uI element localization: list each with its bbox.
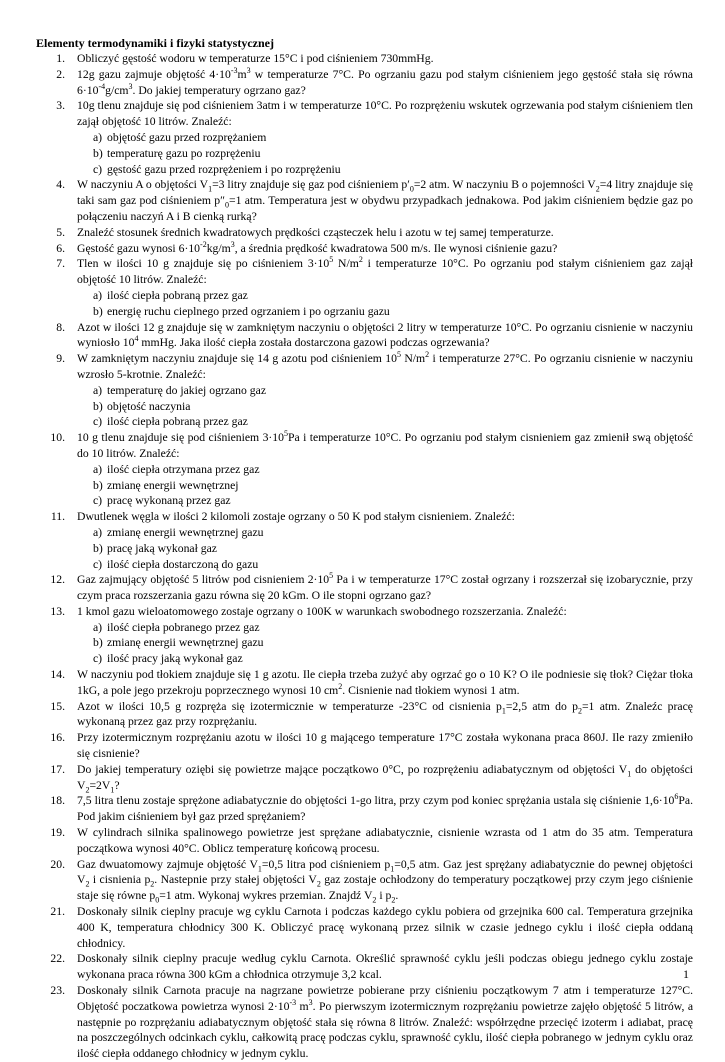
subproblem-text: ilość ciepła pobraną przez gaz (107, 415, 248, 429)
subproblem-item (37, 651, 693, 667)
problem-number: 9. (56, 352, 65, 366)
problem-text: Tlen w ilości 10 g znajduje się po ciśnieniem $3\cdot 10^5$ $N/m^2$ i temperaturze 10°C. Po ogrzaniu pod stałym ciśnieniem gaz zajął objętość 10 litrów. Znaleźć: (77, 255, 694, 287)
problem-number: 4. (56, 178, 65, 192)
problem-item (37, 983, 693, 1062)
subproblem-text: temperaturę do jakiej ogrzano gaz (107, 383, 267, 397)
document-title: Elementy termodynamiki i fizyki statystycznej (36, 36, 274, 50)
subproblem-item (37, 620, 693, 636)
subproblem-item (37, 525, 693, 541)
subproblem-text: energię ruchu cieplnego przed ogrzaniem i po ogrzaniu gazu (107, 304, 390, 318)
problem-text: Azot w ilości 10,5 g rozpręża się izotermicznie w temperaturze -23°C od cisnienia $p_1=2,5$ atm do $p_2=1$ atm. Znaleźc pracę wykonaną przez gaz przy rozprężaniu. (77, 699, 693, 729)
subproblem-text: zmianę energii wewnętrznej (107, 478, 239, 492)
subproblem-letter: b) (93, 399, 103, 413)
subproblem-text: temperaturę gazu po rozprężeniu (107, 146, 261, 160)
subproblem-letter: a) (93, 525, 103, 539)
subproblem-letter: b) (93, 304, 103, 318)
subproblem-text: ilość ciepła pobranego przez gaz (107, 620, 260, 634)
problem-number: 5. (56, 225, 65, 239)
subproblem-letter: c) (93, 557, 103, 571)
problem-number: 1. (56, 52, 65, 65)
subproblem-item (37, 399, 693, 415)
subproblem-item (37, 493, 693, 509)
problem-number: 2. (56, 67, 65, 81)
subproblem-letter: c) (93, 162, 103, 176)
problem-text: Gaz zajmujący objętość 5 litrów pod cisnieniem $2\cdot 10^5$ Pa i w temperaturze 17°C został ogrzany i rozszerzał się izobarycznie, przy czym praca rozszerzania gazu równa się 20 kGm. O ile stopni ogrzano gaz? (77, 571, 693, 603)
subproblem-text: ilość pracy jaką wykonał gaz (107, 652, 243, 666)
problem-text: Do jakiej temperatury oziębi się powietrze mające początkowo 0°C, po rozprężeniu adiabatycznym od objętości $V_1$ do objętości $V_2=2V_1$? (77, 762, 693, 794)
subproblem-item (37, 462, 693, 478)
problem-number: 3. (56, 99, 65, 113)
problem-item (37, 951, 693, 983)
problem-item (37, 98, 693, 130)
subproblem-item (37, 162, 693, 178)
page-number: 1 (683, 967, 689, 981)
subproblem-letter: a) (93, 620, 103, 634)
problem-item (37, 67, 693, 99)
problem-item (37, 256, 693, 288)
problem-item (37, 730, 693, 762)
problem-item (37, 604, 693, 620)
problem-text: 1 kmol gazu wieloatomowego zostaje ogrzany o 100K w warunkach swobodnego rozszerzania. Znaleźć: (77, 604, 567, 618)
problem-number: 10. (50, 431, 65, 445)
problem-number: 14. (50, 668, 65, 682)
problem-text: Znaleźć stosunek średnich kwadratowych prędkości cząsteczek helu i azotu w tej samej temperaturze. (77, 225, 554, 239)
problem-item (37, 762, 693, 794)
subproblem-letter: c) (93, 415, 103, 429)
subproblem-item (37, 146, 693, 162)
problem-list (37, 51, 693, 1062)
problem-text: W naczyniu pod tłokiem znajduje się 1 g azotu. Ile ciepła trzeba zużyć aby ogrzać go o 10 K? O ile podniesie się tłok? Ciężar tłoka 1kG, a pole jego przekroju poprzecznego wynosi 10 $cm^2$. Cisnienie nad tłokiem wynosi 1 atm. (77, 668, 693, 697)
problem-text: Gaz dwuatomowy zajmuje objętość $V_1=0,5$ litra pod ciśnieniem $p_1=0,5$ atm. Gaz jest sprężany adiabatycznie do pewnej objętości $V_2$ i cisnienia $p_2$. Nastepnie przy stałej objętości $V_2$ gaz zostaje ochłodzony do temperatury początkowej przy czym jego ciśnienie staje się równe $p_0=1$ atm. Wykonaj wykres przemian. Znajdź $V_2$ i $p_2$. (77, 857, 693, 905)
problem-item (37, 572, 693, 604)
subproblem-letter: c) (93, 494, 103, 508)
subproblem-item (37, 304, 693, 320)
problem-item (37, 667, 693, 699)
subproblem-letter: b) (93, 146, 103, 160)
problem-number: 21. (50, 905, 65, 919)
problem-item (37, 177, 693, 224)
subproblem-letter: c) (93, 652, 103, 666)
problem-text: Doskonały silnik cieplny pracuje wg cyklu Carnota i podczas każdego cyklu pobiera od grzejnika 600 cal. Temperatura grzejnika 400 K, temperatura chłodnicy 300 K. Obliczyć pracę wykonaną przez silnik w czasie jednego cyklu i ilość ciepła oddaną chłodnicy. (77, 905, 693, 950)
problem-text: W cylindrach silnika spalinowego powietrze jest sprężane adiabatycznie, cisnienie wzrasta od 1 atm do 35 atm. Temperatura początkowa wynosi 40°C. Oblicz temperaturę końcową procesu. (77, 826, 693, 855)
subproblem-text: ilość ciepła dostarczoną do gazu (107, 557, 259, 571)
problem-item (37, 825, 693, 857)
subproblem-item (37, 130, 693, 146)
subproblem-text: zmianę energii wewnętrznej gazu (107, 525, 264, 539)
subproblem-item (37, 557, 693, 573)
subproblem-text: zmianę energii wewnętrznej gazu (107, 636, 264, 650)
problem-number: 19. (50, 826, 65, 840)
problem-number: 17. (50, 762, 65, 776)
subproblem-text: ilość ciepła otrzymana przez gaz (107, 462, 260, 476)
subproblem-item (37, 383, 693, 399)
problem-item (37, 51, 693, 67)
problem-number: 11. (50, 510, 65, 524)
problem-number: 12. (50, 573, 65, 587)
problem-number: 13. (50, 604, 65, 618)
subproblem-letter: a) (93, 383, 103, 397)
problem-item (37, 320, 693, 352)
subproblem-text: pracę wykonaną przez gaz (107, 494, 231, 508)
subproblem-item (37, 541, 693, 557)
subproblem-text: objętość gazu przed rozprężaniem (107, 130, 267, 144)
subproblem-letter: b) (93, 636, 103, 650)
problem-number: 6. (56, 241, 65, 255)
subproblem-letter: b) (93, 541, 103, 555)
problem-text: Dwutlenek węgla w ilości 2 kilomoli zostaje ogrzany o 50 K pod stałym cisnieniem. Znaleźć: (77, 510, 515, 524)
problem-text: W naczyniu A o objętości $V_1=3$ litry znajduje się gaz pod ciśnieniem $p'_0=2$ atm. W naczyniu B o pojemności $V_2=4$ litry znajduje się taki sam gaz pod ciśnieniem $p''_0=1$ atm. Temperatura jest w obydwu przypadkach jednakowa. Pod jakim ciśnieniem będzie gaz po połączeniu naczyń A i B cienką rurką? (77, 178, 693, 223)
subproblem-letter: a) (93, 130, 103, 144)
problem-number: 20. (50, 857, 65, 871)
problem-text: 7,5 litra tlenu zostaje sprężone adiabatycznie do objętości 1-go litra, przy czym pod koniec sprężania ustala się ciśnienie $1,6\cdot 10^6Pa$. Pod jakim ciśnieniem był gaz przed sprężaniem? (77, 792, 693, 824)
subproblem-letter: a) (93, 288, 103, 302)
problem-text: Azot w ilości 12 g znajduje się w zamkniętym naczyniu o objętości 2 litry w temperaturze 10°C. Po ogrzaniu cisnienie w naczyniu wyniosło $10^4$ mmHg. Jaka ilość ciepła została dostarczona gazowi podczas ogrzewania? (77, 320, 693, 350)
subproblem-text: pracę jaką wykonał gaz (107, 541, 217, 555)
subproblem-text: objętość naczynia (107, 399, 191, 413)
problem-text: 10 g tlenu znajduje się pod ciśnieniem $3\cdot 10^5Pa$ i temperaturze 10°C. Po ogrzaniu pod stałym cisnieniem gaz zmienił swą objętość do 10 litrów. Znaleźć: (77, 429, 693, 460)
subproblem-item (37, 478, 693, 494)
problem-text: Doskonały silnik Carnota pracuje na nagrzane powietrze pobierane przy ciśnieniu początkowym 7 atm i temperaturze 127°C. Objętość poczatkowa powietrza wynosi $2\cdot 10^{-3}$ $m^3$. Po pierwszym izotermicznym rozprężaniu powietrze zajęło objętość 5 litrów, a następnie po rozprężaniu adiabatycznym objętość stała się równa 8 litrów. Znaleźć: współrzędne przecięć izoterm i adiabat, pracę na poszczególnych odcinkach cyklu, całkowitą pracę podczas cyklu, sprawność cyklu, ilość ciepła pobranego w jednym cyklu oraz ilość ciepła oddanego chłodnicy w jednym cyklu. (77, 984, 694, 1061)
problem-item (37, 509, 693, 525)
problem-item (37, 430, 693, 462)
problem-text: W zamkniętym naczyniu znajduje się 14 g azotu pod ciśnieniem $10^5$ $N/m^2$ i temperaturze 27°C. Po ogrzaniu cisnienie w naczyniu wzrosło 5-krotnie. Znaleźć: (77, 350, 693, 381)
problem-item (37, 241, 693, 257)
problem-item (37, 857, 693, 904)
problem-item (37, 904, 693, 951)
problem-number: 15. (50, 699, 65, 713)
problem-number: 8. (56, 320, 65, 334)
problem-number: 7. (56, 257, 65, 271)
subproblem-item (37, 288, 693, 304)
problem-item (37, 351, 693, 383)
subproblem-item (37, 414, 693, 430)
subproblem-text: gęstość gazu przed rozprężeniem i po rozprężeniu (107, 162, 341, 176)
subproblem-letter: b) (93, 478, 103, 492)
problem-item (37, 699, 693, 731)
problem-text: 12g gazu zajmuje objętość $4\cdot 10^{-3}m^3$ w temperaturze 7°C. Po ogrzaniu gazu pod stałym ciśnieniem jego gęstość stała się równa $6\cdot 10^{-4}g/cm^3$. Do jakiej temperatury ogrzano gaz? (77, 65, 693, 97)
subproblem-text: ilość ciepła pobraną przez gaz (107, 288, 248, 302)
subproblem-item (37, 635, 693, 651)
problem-text: Przy izotermicznym rozprężaniu azotu w ilości 10 g mającego temperature 17°C została wykonana praca 860J. Ile razy zmieniło się cisnienie? (77, 731, 693, 761)
problem-number: 22. (50, 952, 65, 966)
problem-number: 23. (50, 984, 65, 998)
problem-item (37, 793, 693, 825)
problem-item (37, 225, 693, 241)
problem-text: Gęstość gazu wynosi $6\cdot 10^{-2}kg/m^3$, a średnia prędkość kwadratowa 500 m/s. Ile wynosi ciśnienie gazu? (77, 239, 558, 255)
problem-number: 16. (50, 731, 65, 745)
problem-number: 18. (50, 794, 65, 808)
problem-text: 10g tlenu znajduje się pod ciśnieniem 3atm i w temperaturze 10°C. Po rozprężeniu wskutek ogrzewania pod stałym ciśnieniem tlen zajął objętość 10 litrów. Znaleźć: (77, 99, 693, 129)
subproblem-letter: a) (93, 462, 103, 476)
problem-text: Obliczyć gęstość wodoru w temperaturze 15°C i pod ciśnieniem 730mmHg. (77, 52, 434, 65)
problem-text: Doskonały silnik cieplny pracuje według cyklu Carnota. Określić sprawność cyklu jeśli podczas obiegu jednego cyklu zostaje wykonana praca równa 300 kGm a chłodnica otrzymuje 3,2 kcal. (77, 952, 693, 982)
